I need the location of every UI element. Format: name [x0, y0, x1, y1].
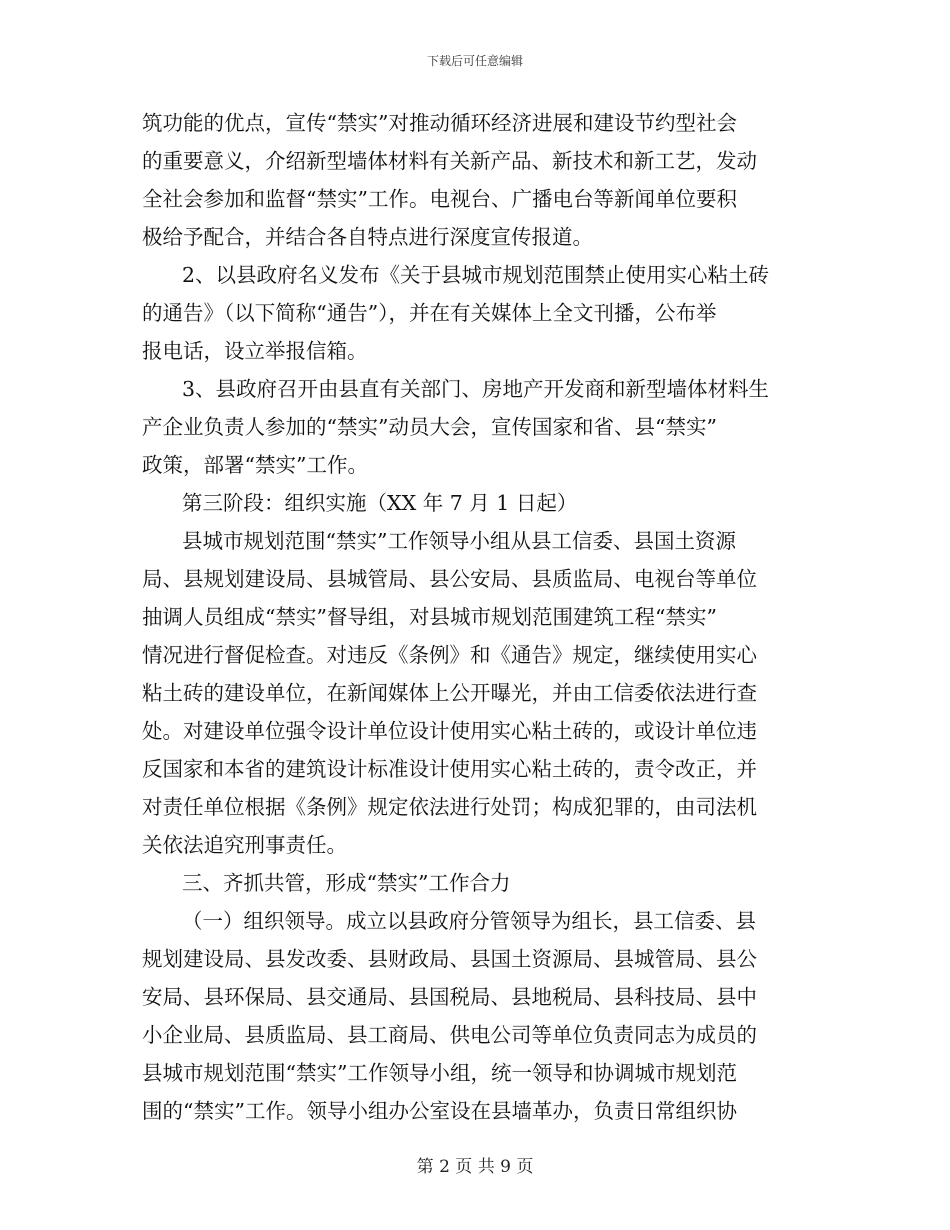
text-line: 产企业负责人参加的“禁实”动员大会，宣传国家和省、县“禁实” [142, 415, 717, 439]
text-line: 政策，部署“禁实”工作。 [142, 453, 368, 477]
text-line: 对责任单位根据《条例》规定依法进行处罚；构成犯罪的，由司法机 [142, 795, 757, 819]
paragraph-start-line: 3、县政府召开由县直有关部门、房地产开发商和新型墙体材料生 [182, 377, 770, 401]
paragraph-start-line: （一）组织领导。成立以县政府分管领导为组长，县工信委、县 [182, 909, 756, 933]
text-line: 的重要意义，介绍新型墙体材料有关新产品、新技术和新工艺，发动 [142, 149, 757, 173]
text-line: 小企业局、县质监局、县工商局、供电公司等单位负责同志为成员的 [142, 1023, 757, 1047]
text-line: 处。对建设单位强令设计单位设计使用实心粘土砖的，或设计单位违 [142, 719, 757, 743]
section-heading: 第三阶段：组织实施（XX 年 7 月 1 日起） [182, 491, 578, 515]
text-line: 全社会参加和监督“禁实”工作。电视台、广播电台等新闻单位要积 [142, 187, 737, 211]
text-line: 极给予配合，并结合各自特点进行深度宣传报道。 [142, 225, 593, 249]
page-header: 下载后可任意编辑 [426, 54, 523, 68]
text-line: 反国家和本省的建筑设计标准设计使用实心粘土砖的，责令改正，并 [142, 757, 757, 781]
text-line: 规划建设局、县发改委、县财政局、县国土资源局、县城管局、县公 [142, 947, 757, 971]
text-line: 的通告》（以下简称“通告”），并在有关媒体上全文刊播，公布举 [142, 301, 717, 325]
text-line: 情况进行督促检查。对违反《条例》和《通告》规定，继续使用实心 [142, 643, 757, 667]
text-line: 局、县规划建设局、县城管局、县公安局、县质监局、电视台等单位 [142, 567, 757, 591]
text-line: 粘土砖的建设单位，在新闻媒体上公开曝光，并由工信委依法进行查 [142, 681, 757, 705]
text-line: 筑功能的优点，宣传“禁实”对推动循环经济进展和建设节约型社会 [142, 111, 737, 135]
text-line: 县城市规划范围“禁实”工作领导小组，统一领导和协调城市规划范 [142, 1061, 737, 1085]
paragraph-start-line: 2、以县政府名义发布《关于县城市规划范围禁止使用实心粘土砖 [182, 263, 770, 287]
text-line: 关依法追究刑事责任。 [142, 833, 347, 857]
page-number: 第 2 页 共 9 页 [416, 1157, 534, 1177]
text-line: 抽调人员组成“禁实”督导组，对县城市规划范围建筑工程“禁实” [142, 605, 717, 629]
text-line: 安局、县环保局、县交通局、县国税局、县地税局、县科技局、县中 [142, 985, 757, 1009]
text-line: 围的“禁实”工作。领导小组办公室设在县墙革办，负责日常组织协 [142, 1099, 737, 1123]
paragraph-start-line: 县城市规划范围“禁实”工作领导小组从县工信委、县国土资源 [182, 529, 736, 553]
section-heading: 三、齐抓共管，形成“禁实”工作合力 [182, 871, 511, 895]
document-body [142, 104, 812, 1130]
text-line: 报电话，设立举报信箱。 [142, 339, 368, 363]
